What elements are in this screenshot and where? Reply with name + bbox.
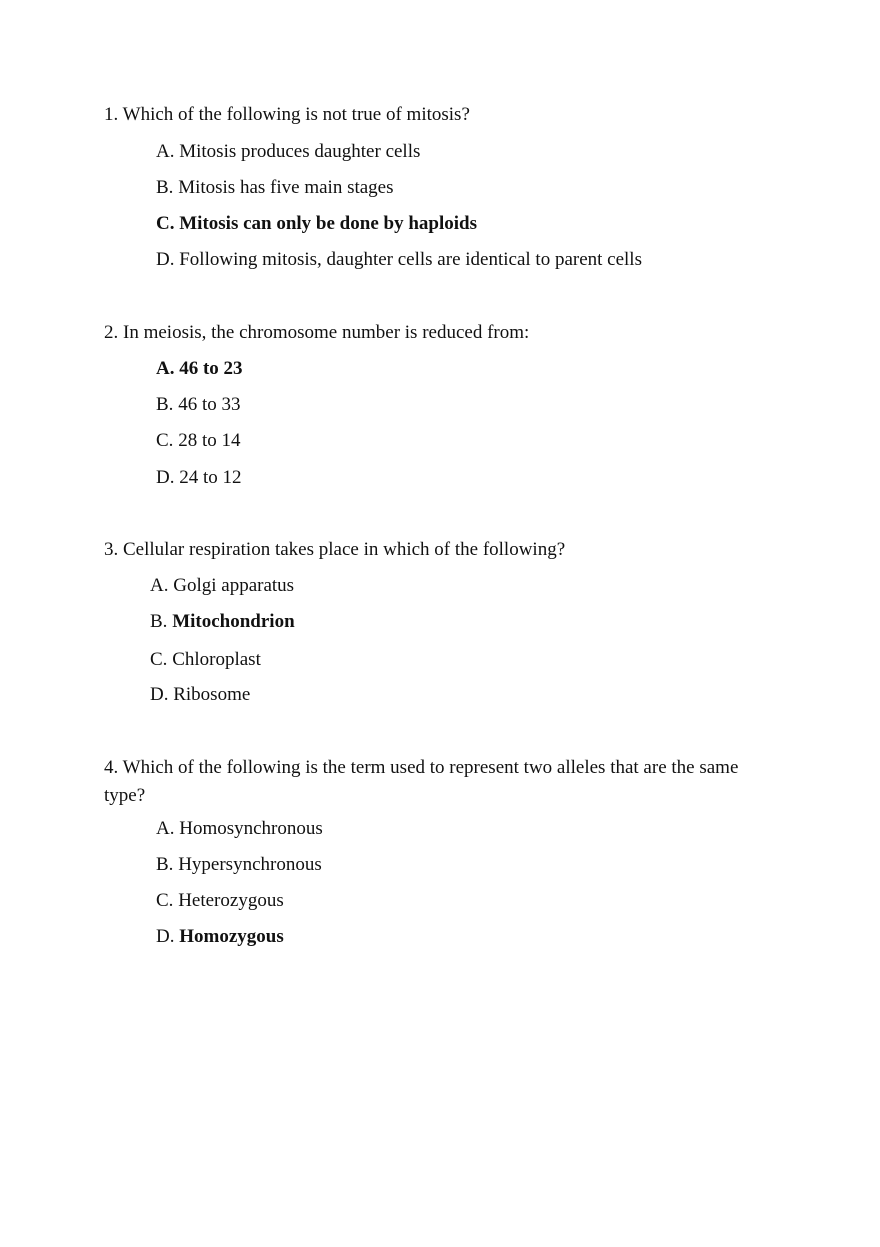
option-letter: B. bbox=[156, 177, 174, 198]
option-text: Mitosis produces daughter cells bbox=[179, 141, 421, 162]
option-text: Ribosome bbox=[173, 684, 251, 705]
q2-option-b bbox=[156, 394, 240, 416]
option-letter: A. bbox=[156, 141, 175, 162]
q1-option-c-answer bbox=[156, 213, 477, 235]
option-letter: C. bbox=[156, 430, 174, 451]
q3-option-b-answer bbox=[150, 611, 295, 633]
q1-option-a bbox=[156, 141, 420, 163]
q2-option-a-answer bbox=[156, 358, 243, 380]
option-letter: B. bbox=[150, 611, 168, 632]
option-text: Homozygous bbox=[179, 926, 284, 947]
option-letter: D. bbox=[156, 249, 175, 270]
option-text: Hypersynchronous bbox=[178, 854, 322, 875]
option-letter: D. bbox=[150, 684, 169, 705]
question-4-line-1: 4. Which of the following is the term used to represent two alleles that are the same bbox=[104, 757, 739, 778]
q4-option-b bbox=[156, 854, 322, 876]
option-text: Mitochondrion bbox=[172, 611, 295, 632]
option-letter: D. bbox=[156, 926, 175, 947]
option-text: Heterozygous bbox=[178, 890, 284, 911]
option-text: Homosynchronous bbox=[179, 818, 323, 839]
option-letter: A. bbox=[156, 358, 175, 379]
option-text: 46 to 23 bbox=[179, 358, 243, 379]
q4-option-a bbox=[156, 818, 323, 840]
option-text: Mitosis can only be done by haploids bbox=[179, 213, 477, 234]
option-text: 46 to 33 bbox=[178, 394, 241, 415]
option-letter: A. bbox=[150, 575, 169, 596]
option-text: Golgi apparatus bbox=[173, 575, 295, 596]
option-text: Chloroplast bbox=[172, 649, 261, 670]
option-text: 28 to 14 bbox=[178, 430, 241, 451]
question-3: 3. Cellular respiration takes place in which of the following? bbox=[104, 539, 566, 560]
q4-option-d-answer bbox=[156, 926, 284, 948]
q3-option-c bbox=[150, 649, 261, 671]
option-letter: C. bbox=[156, 213, 175, 234]
option-text: 24 to 12 bbox=[179, 467, 242, 488]
option-letter: C. bbox=[156, 890, 174, 911]
q2-option-c bbox=[156, 430, 240, 452]
question-4-line-2: type? bbox=[104, 785, 146, 806]
option-letter: C. bbox=[150, 649, 168, 670]
q1-option-d bbox=[156, 249, 642, 271]
option-letter: B. bbox=[156, 394, 174, 415]
q3-option-a bbox=[150, 575, 294, 597]
option-letter: B. bbox=[156, 854, 174, 875]
q3-option-d bbox=[150, 684, 250, 706]
option-text: Mitosis has five main stages bbox=[178, 177, 394, 198]
q2-option-d bbox=[156, 467, 242, 489]
option-text: Following mitosis, daughter cells are identical to parent cells bbox=[179, 249, 642, 270]
q1-option-b bbox=[156, 177, 394, 199]
option-letter: D. bbox=[156, 467, 175, 488]
q4-option-c bbox=[156, 890, 284, 912]
question-2: 2. In meiosis, the chromosome number is reduced from: bbox=[104, 322, 530, 343]
question-1: 1. Which of the following is not true of mitosis? bbox=[104, 104, 470, 125]
option-letter: A. bbox=[156, 818, 175, 839]
